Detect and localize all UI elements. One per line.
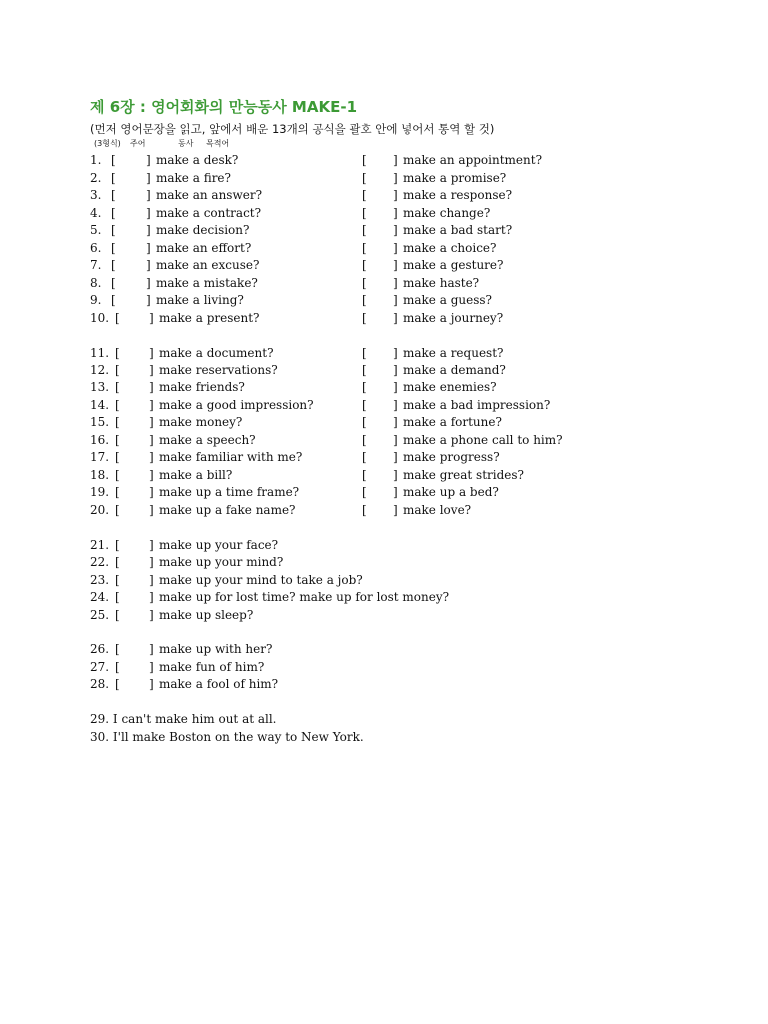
phrase-text: make a bad start?: [403, 223, 513, 237]
item-number: 7.: [90, 258, 102, 272]
answer-bracket-close: ]: [149, 590, 154, 604]
item-number: 26.: [90, 642, 110, 656]
answer-bracket-close: ]: [149, 363, 154, 377]
answer-bracket-close: ]: [393, 241, 398, 255]
phrase-text: make a fool of him?: [159, 677, 279, 691]
answer-bracket-close: ]: [393, 171, 398, 185]
phrase-text: make haste?: [403, 276, 480, 290]
phrase-text: make a guess?: [403, 293, 492, 307]
answer-bracket-open[interactable]: [: [111, 188, 116, 202]
phrase-text: make a bad impression?: [403, 398, 551, 412]
phrase-text: make a desk?: [156, 153, 239, 167]
answer-bracket-open[interactable]: [: [362, 503, 367, 517]
answer-bracket-close: ]: [149, 503, 154, 517]
answer-bracket-open[interactable]: [: [115, 450, 120, 464]
phrase-text: make up sleep?: [159, 608, 254, 622]
answer-bracket-close: ]: [149, 311, 154, 325]
item-number: 27.: [90, 660, 110, 674]
phrase-text: make up a fake name?: [159, 503, 296, 517]
answer-bracket-close: ]: [149, 415, 154, 429]
phrase-text: make a promise?: [403, 171, 507, 185]
phrase-text: make up with her?: [159, 642, 273, 656]
answer-bracket-open[interactable]: [: [362, 188, 367, 202]
item-number: 25.: [90, 608, 110, 622]
answer-bracket-open[interactable]: [: [115, 660, 120, 674]
answer-bracket-open[interactable]: [: [362, 311, 367, 325]
phrase-text: make love?: [403, 503, 472, 517]
phrase-text: make a good impression?: [159, 398, 314, 412]
answer-bracket-open[interactable]: [: [362, 415, 367, 429]
form-type-label: (3형식): [94, 139, 121, 148]
item-number: 3.: [90, 188, 102, 202]
answer-bracket-close: ]: [146, 276, 151, 290]
verb-label: 동사: [178, 139, 194, 148]
item-number: 10.: [90, 311, 110, 325]
answer-bracket-close: ]: [149, 677, 154, 691]
answer-bracket-close: ]: [393, 415, 398, 429]
answer-bracket-open[interactable]: [: [362, 241, 367, 255]
phrase-text: make a journey?: [403, 311, 504, 325]
phrase-text: make progress?: [403, 450, 500, 464]
item-number: 28.: [90, 677, 110, 691]
answer-bracket-close: ]: [393, 206, 398, 220]
answer-bracket-open[interactable]: [: [362, 380, 367, 394]
item-number: 9.: [90, 293, 102, 307]
answer-bracket-open[interactable]: [: [111, 171, 116, 185]
answer-bracket-open[interactable]: [: [362, 468, 367, 482]
answer-bracket-open[interactable]: [: [115, 346, 120, 360]
answer-bracket-close: ]: [146, 258, 151, 272]
answer-bracket-close: ]: [393, 276, 398, 290]
answer-bracket-open[interactable]: [: [362, 276, 367, 290]
phrase-text: make a present?: [159, 311, 260, 325]
answer-bracket-close: ]: [393, 293, 398, 307]
object-label: 목적어: [206, 139, 230, 148]
answer-bracket-close: ]: [149, 608, 154, 622]
phrase-text: make fun of him?: [159, 660, 265, 674]
answer-bracket-open[interactable]: [: [362, 346, 367, 360]
phrase-text: make an answer?: [156, 188, 263, 202]
answer-bracket-open[interactable]: [: [362, 171, 367, 185]
answer-bracket-open[interactable]: [: [115, 555, 120, 569]
phrase-text: make a gesture?: [403, 258, 504, 272]
phrase-text: make up a time frame?: [159, 485, 300, 499]
phrase-text: make great strides?: [403, 468, 524, 482]
answer-bracket-open[interactable]: [: [362, 433, 367, 447]
phrase-text: make a contract?: [156, 206, 262, 220]
phrase-text: make a demand?: [403, 363, 506, 377]
answer-bracket-open[interactable]: [: [115, 468, 120, 482]
phrase-text: make a phone call to him?: [403, 433, 563, 447]
answer-bracket-close: ]: [393, 450, 398, 464]
answer-bracket-open[interactable]: [: [115, 503, 120, 517]
phrase-text: make enemies?: [403, 380, 497, 394]
item-number: 17.: [90, 450, 110, 464]
page-title: 제 6장 : 영어회화의 만능동사 MAKE-1: [90, 98, 358, 116]
answer-bracket-close: ]: [149, 468, 154, 482]
phrase-text: make decision?: [156, 223, 250, 237]
answer-bracket-close: ]: [149, 573, 154, 587]
item-number: 4.: [90, 206, 102, 220]
answer-bracket-close: ]: [393, 188, 398, 202]
answer-bracket-open[interactable]: [: [362, 258, 367, 272]
answer-bracket-close: ]: [149, 555, 154, 569]
sentence-item: 29. I can't make him out at all.: [90, 712, 277, 726]
subject-label: 주어: [130, 139, 146, 148]
item-number: 11.: [90, 346, 110, 360]
answer-bracket-open[interactable]: [: [115, 538, 120, 552]
phrase-text: make friends?: [159, 380, 245, 394]
item-number: 24.: [90, 590, 110, 604]
answer-bracket-open[interactable]: [: [115, 398, 120, 412]
answer-bracket-close: ]: [393, 398, 398, 412]
answer-bracket-open[interactable]: [: [111, 293, 116, 307]
phrase-text: make a mistake?: [156, 276, 258, 290]
answer-bracket-close: ]: [393, 380, 398, 394]
phrase-text: make a fire?: [156, 171, 231, 185]
answer-bracket-open[interactable]: [: [115, 642, 120, 656]
phrase-text: make a fortune?: [403, 415, 502, 429]
answer-bracket-open[interactable]: [: [362, 293, 367, 307]
answer-bracket-close: ]: [149, 538, 154, 552]
answer-bracket-open[interactable]: [: [362, 153, 367, 167]
answer-bracket-open[interactable]: [: [111, 276, 116, 290]
answer-bracket-close: ]: [149, 380, 154, 394]
answer-bracket-open[interactable]: [: [111, 258, 116, 272]
answer-bracket-open[interactable]: [: [362, 485, 367, 499]
answer-bracket-open[interactable]: [: [115, 677, 120, 691]
phrase-text: make a speech?: [159, 433, 256, 447]
answer-bracket-close: ]: [146, 223, 151, 237]
answer-bracket-close: ]: [393, 468, 398, 482]
item-number: 12.: [90, 363, 110, 377]
answer-bracket-close: ]: [146, 171, 151, 185]
item-number: 21.: [90, 538, 110, 552]
phrase-text: make a bill?: [159, 468, 233, 482]
answer-bracket-close: ]: [149, 398, 154, 412]
phrase-text: make money?: [159, 415, 243, 429]
phrase-text: make up your mind?: [159, 555, 284, 569]
phrase-text: make a choice?: [403, 241, 497, 255]
answer-bracket-close: ]: [149, 642, 154, 656]
answer-bracket-open[interactable]: [: [362, 450, 367, 464]
item-number: 22.: [90, 555, 110, 569]
item-number: 2.: [90, 171, 102, 185]
phrase-text: make up a bed?: [403, 485, 499, 499]
phrase-text: make an effort?: [156, 241, 252, 255]
answer-bracket-open[interactable]: [: [115, 311, 120, 325]
answer-bracket-close: ]: [146, 188, 151, 202]
answer-bracket-open[interactable]: [: [111, 153, 116, 167]
answer-bracket-close: ]: [393, 363, 398, 377]
phrase-text: make change?: [403, 206, 491, 220]
phrase-text: make a document?: [159, 346, 274, 360]
phrase-text: make a request?: [403, 346, 504, 360]
item-number: 8.: [90, 276, 102, 290]
phrase-text: make an excuse?: [156, 258, 260, 272]
answer-bracket-close: ]: [149, 485, 154, 499]
answer-bracket-close: ]: [146, 241, 151, 255]
phrase-text: make familiar with me?: [159, 450, 303, 464]
sentence-form-labels: [94, 138, 229, 149]
item-number: 13.: [90, 380, 110, 394]
answer-bracket-open[interactable]: [: [362, 223, 367, 237]
answer-bracket-open[interactable]: [: [362, 398, 367, 412]
answer-bracket-close: ]: [146, 153, 151, 167]
answer-bracket-close: ]: [393, 433, 398, 447]
phrase-text: make a living?: [156, 293, 244, 307]
phrase-text: make up your mind to take a job?: [159, 573, 363, 587]
answer-bracket-open[interactable]: [: [115, 573, 120, 587]
answer-bracket-open[interactable]: [: [115, 380, 120, 394]
phrase-text: make an appointment?: [403, 153, 543, 167]
answer-bracket-close: ]: [393, 223, 398, 237]
answer-bracket-close: ]: [393, 346, 398, 360]
answer-bracket-close: ]: [149, 346, 154, 360]
item-number: 23.: [90, 573, 110, 587]
answer-bracket-open[interactable]: [: [111, 223, 116, 237]
answer-bracket-open[interactable]: [: [362, 206, 367, 220]
answer-bracket-close: ]: [393, 153, 398, 167]
answer-bracket-open[interactable]: [: [111, 206, 116, 220]
answer-bracket-open[interactable]: [: [115, 608, 120, 622]
answer-bracket-close: ]: [149, 450, 154, 464]
answer-bracket-open[interactable]: [: [115, 590, 120, 604]
phrase-text: make a response?: [403, 188, 513, 202]
item-number: 6.: [90, 241, 102, 255]
phrase-text: make up for lost time? make up for lost money?: [159, 590, 450, 604]
answer-bracket-open[interactable]: [: [115, 485, 120, 499]
answer-bracket-close: ]: [393, 485, 398, 499]
answer-bracket-open[interactable]: [: [362, 363, 367, 377]
item-number: 19.: [90, 485, 110, 499]
answer-bracket-close: ]: [393, 258, 398, 272]
phrase-text: make reservations?: [159, 363, 278, 377]
item-number: 14.: [90, 398, 110, 412]
answer-bracket-open[interactable]: [: [115, 415, 120, 429]
answer-bracket-close: ]: [146, 206, 151, 220]
answer-bracket-close: ]: [146, 293, 151, 307]
answer-bracket-open[interactable]: [: [115, 363, 120, 377]
item-number: 20.: [90, 503, 110, 517]
phrase-text: make up your face?: [159, 538, 279, 552]
item-number: 15.: [90, 415, 110, 429]
item-number: 1.: [90, 153, 102, 167]
item-number: 16.: [90, 433, 110, 447]
sentence-item: 30. I'll make Boston on the way to New York.: [90, 730, 364, 744]
answer-bracket-open[interactable]: [: [111, 241, 116, 255]
instruction-text: (먼저 영어문장을 읽고, 앞에서 배운 13개의 공식을 괄호 안에 넣어서 통역 할 것): [90, 122, 495, 136]
answer-bracket-close: ]: [393, 503, 398, 517]
answer-bracket-close: ]: [393, 311, 398, 325]
answer-bracket-open[interactable]: [: [115, 433, 120, 447]
answer-bracket-close: ]: [149, 433, 154, 447]
item-number: 18.: [90, 468, 110, 482]
item-number: 5.: [90, 223, 102, 237]
answer-bracket-close: ]: [149, 660, 154, 674]
